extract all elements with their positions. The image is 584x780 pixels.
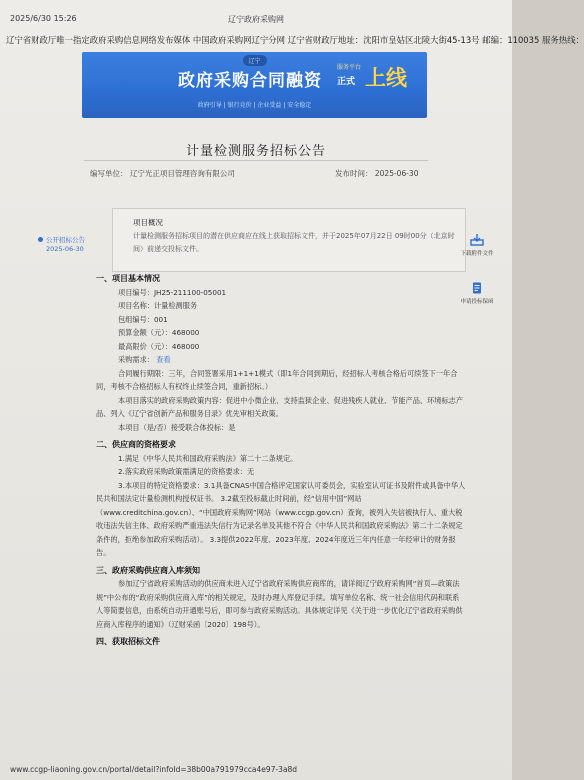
notice-body: [96, 268, 466, 649]
paragraph-contract-term: 合同履行期限：三年，合同签署采用1+1+1模式（即1年合同到期后，经招标人考核合格后可续签下一年合同，考核不合格招标人有权终止续签合同，重新招标。）: [96, 368, 458, 391]
qualification-item-1: 1.满足《中华人民共和国政府采购法》第二十二条规定。: [118, 453, 298, 463]
download-attachment-label: 下载附件文件: [460, 251, 494, 257]
publish-date: 2025-06-30: [374, 169, 419, 178]
banner-badge-online: 上线: [365, 65, 407, 90]
field-project-number: 项目编号：JH25-211100-05001: [118, 287, 227, 297]
overview-heading: 项目概况: [133, 218, 163, 227]
field-max-price: 最高限价（元）：468000: [118, 341, 200, 351]
financing-banner[interactable]: [82, 52, 427, 118]
banner-chip: 辽宁: [242, 55, 266, 66]
site-header-info: 辽宁省财政厅唯一指定政府采购信息网络发布媒体 中国政府采购网辽宁分网 辽宁省财政厅地址：沈阳市皇姑区北陵大街45-13号 邮编：110035 服务热线：: [6, 35, 584, 45]
publisher-name: 辽宁光正项目管理咨询有限公司: [129, 169, 235, 178]
banner-badge-formal: 正式: [337, 77, 356, 87]
banner-title: 政府采购合同融资: [178, 71, 322, 91]
timeline-dot-icon: [38, 237, 43, 242]
timeline-date: 2025-06-30: [46, 245, 84, 253]
qualification-item-2: 2.落实政府采购政策需满足的资格要求：无: [118, 467, 255, 476]
field-budget: 预算金额（元）：468000: [118, 328, 200, 337]
section-heading-get-documents: 四、获取招标文件: [96, 637, 160, 646]
download-icon: [470, 234, 484, 246]
publisher-label: 编写单位：: [90, 169, 128, 178]
document-icon: [470, 282, 484, 294]
banner-tags: 政府引导 | 银行竞价 | 企业受益 | 安全稳定: [197, 102, 312, 109]
section-heading-supplier-db: 三、政府采购供应商入库须知: [96, 565, 200, 575]
field-procurement-need: [96, 353, 466, 367]
paragraph-consortium: 本项目（是/否）接受联合体投标：是: [118, 422, 236, 432]
timeline-label: 公开招标公告: [46, 236, 85, 244]
field-package-number: 包组编号：001: [118, 314, 168, 324]
apply-bid-guarantee-label: 申请投标保函: [460, 299, 494, 305]
field-project-name: 项目名称：计量检测服务: [118, 301, 198, 310]
page-title: 计量检测服务招标公告: [185, 144, 326, 159]
publish-date-line: [335, 168, 418, 179]
print-footer-url: www.ccgp-liaoning.gov.cn/portal/detail?infoId=38b00a791979cca4e97-3a8d: [10, 765, 298, 774]
view-need-link[interactable]: 查看: [156, 355, 171, 364]
paragraph-policy: 本项目落实的政府采购政策内容：促进中小微企业、支持监狱企业、促进残疾人就业、节能产品、环境标志产品、列入《辽宁省创新产品和服务目录》优先审相关政策。: [96, 395, 464, 418]
paragraph-supplier-db: 参加辽宁省政府采购活动的供应商未进入辽宁省政府采购供应商库的，请详阅辽宁政府采购网“首页—政策法规”中公布的“政府采购供应商入库”的相关规定，及时办理入库登记手续。填写单位名称、统一社会信用代码和联系人等简要信息，由系统自动开通账号后，即可参与政府采购活动。具体规定详见《关于进一步优化辽宁省政府采购供应商入库程序的通知》（辽财采函〔2020〕198号）。: [96, 579, 463, 629]
title-divider: [84, 160, 428, 161]
procurement-need-label: 采购需求：: [118, 355, 154, 364]
project-overview-box: [112, 208, 466, 272]
overview-body: 计量检测服务招标项目的潜在供应商应在线上获取招标文件，并于2025年07月22日 09时00分（北京时间）前递交投标文件。: [133, 232, 455, 253]
publish-date-label: 发布时间：: [335, 169, 373, 178]
banner-badge-small: 服务平台: [337, 64, 362, 71]
print-site-name: 辽宁政府采购网: [228, 15, 284, 24]
download-attachment-button[interactable]: [457, 234, 497, 257]
section-heading-basic-info: 一、项目基本情况: [96, 274, 160, 283]
section-heading-qualification: 二、供应商的资格要求: [96, 440, 176, 449]
publisher-line: [90, 168, 235, 179]
qualification-item-3: 3.本项目的特定资格要求：3.1具备CNAS中国合格评定国家认可委员会，实验室认可证书及附件或具备中华人民共和国法定计量检测机构授权证书。 3.2截至投标截止时间前，经“信用中国”网站（www.creditchina.gov.cn）、“中国政府采购网”网站（www.ccgp.gov.cn）查询，被列入失信被执行人、重大税收违法失信主体、政府采购严重违法失信行为记录名单及其他不符合《中华人民共和国政府采购法》第二十二条规定条件的，拒绝参加政府采购活动）。 3.3提供2022年度、2023年度、2024年度近三年内任意一年经审计的财务报告。: [96, 480, 466, 557]
timeline-tag[interactable]: [46, 236, 85, 254]
print-datetime: 2025/6/30 15:26: [10, 14, 77, 23]
